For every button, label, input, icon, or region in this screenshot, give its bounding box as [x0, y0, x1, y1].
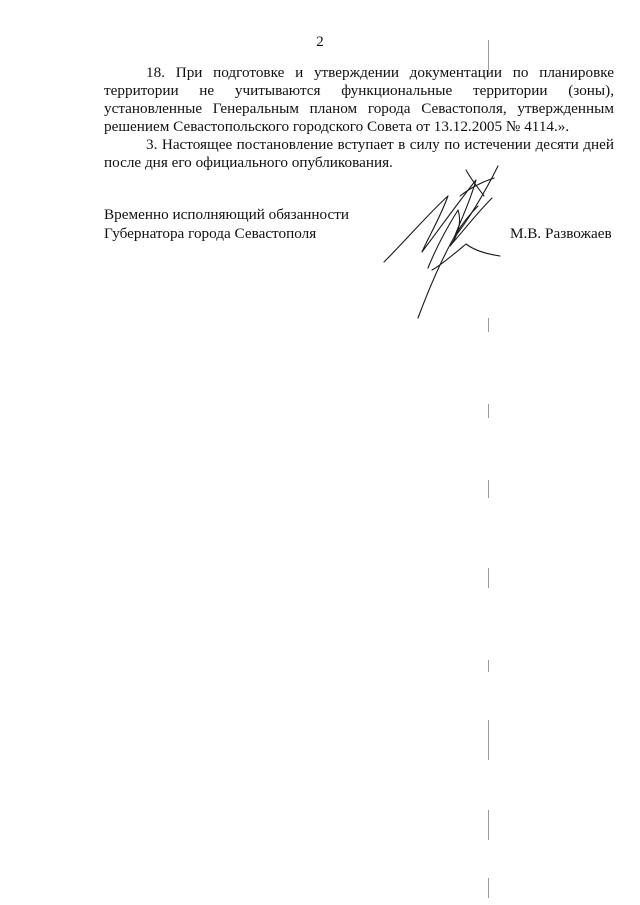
signatory-position-line2: Губернатора города Севастополя	[104, 225, 317, 242]
page-number: 2	[316, 34, 324, 50]
signatory-position	[104, 205, 349, 243]
paragraph-item-18: 18. При подготовке и утверждении документации по планировке территории не учитываются функциональные территории (зоны), установленные Генеральным планом города Севастополя, утвержденным решением Севастопольского городского Совета от 13.12.2005 № 4114.».	[104, 64, 614, 135]
paragraph-item-3: 3. Настоящее постановление вступает в силу по истечении десяти дней после дня его официального опубликования.	[104, 136, 614, 171]
document-body	[104, 64, 614, 172]
handwritten-signature	[370, 150, 520, 330]
signatory-position-line1: Временно исполняющий обязанности	[104, 206, 350, 223]
signatory-name: М.В. Развожаев	[510, 225, 612, 242]
